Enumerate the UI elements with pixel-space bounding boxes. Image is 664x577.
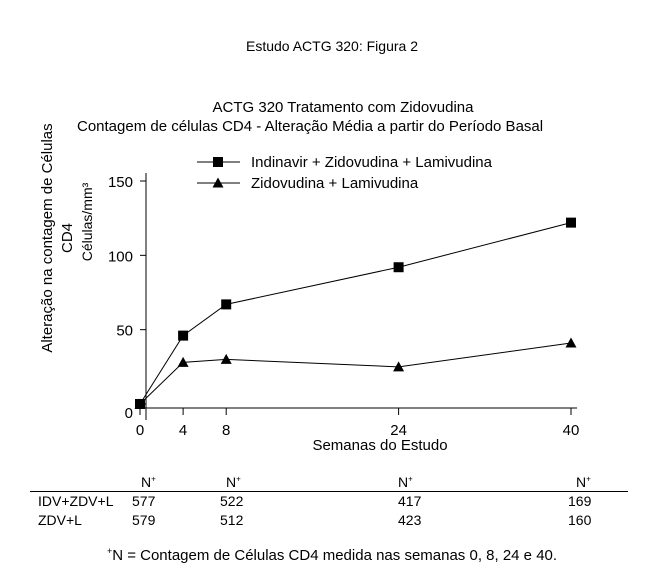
footnote [0, 546, 664, 564]
series-line-1 [140, 223, 571, 404]
n-header-week-40: N+ [576, 474, 591, 490]
n-cell: 423 [398, 512, 422, 528]
legend-label: Zidovudina + Lamivudina [251, 175, 419, 192]
x-tick-label: 8 [222, 422, 231, 439]
y-tick-label: 100 [107, 248, 133, 266]
legend-label: Indinavir + Zidovudina + Lamivudina [251, 154, 492, 171]
n-header-week-8: N+ [226, 474, 241, 490]
x-tick-label: 4 [178, 422, 188, 439]
x-tick-label: 24 [390, 422, 407, 439]
n-row-label: ZDV+L [38, 512, 82, 528]
data-point-1 [221, 299, 231, 309]
footnote-mark: + [106, 546, 113, 556]
page-title: Estudo ACTG 320: Figura 2 [246, 38, 418, 54]
y-tick-label: 0 [124, 405, 133, 422]
n-header-week-0: N+ [141, 474, 156, 490]
n-cell: 579 [132, 512, 156, 528]
n-cell: 577 [132, 493, 156, 509]
data-point-2 [566, 338, 577, 348]
y-tick-label: 150 [107, 174, 133, 191]
n-cell: 522 [220, 493, 244, 509]
chart-title: ACTG 320 Tratamento com Zidovudina [212, 99, 474, 116]
series-line-2 [140, 343, 571, 404]
x-axis-label: Semanas do Estudo [312, 437, 448, 454]
legend-marker [213, 157, 223, 167]
data-point-1 [178, 331, 188, 341]
n-cell: 512 [220, 512, 244, 528]
n-cell: 417 [398, 493, 422, 509]
n-cell: 160 [568, 512, 592, 528]
y-axis-label: Alteração na contagem de Células [39, 123, 56, 353]
chart-subtitle: Contagem de células CD4 - Alteração Média a partir do Período Basal [77, 118, 544, 135]
n-row-label: IDV+ZDV+L [38, 493, 114, 509]
data-point-1 [394, 262, 404, 272]
y-axis-label: Células/mm³ [79, 182, 95, 262]
y-tick-label: 50 [116, 322, 133, 340]
table-divider [30, 491, 628, 492]
footnote-text: N = Contagem de Células CD4 medida nas semanas 0, 8, 24 e 40. [112, 547, 558, 564]
n-cell: 169 [568, 493, 592, 509]
data-point-2 [221, 354, 232, 364]
x-tick-label: 40 [562, 422, 580, 439]
y-axis-label: CD4 [59, 222, 76, 254]
n-header-week-24: N+ [398, 474, 413, 490]
data-point-1 [566, 218, 576, 228]
x-tick-label: 0 [135, 422, 145, 439]
